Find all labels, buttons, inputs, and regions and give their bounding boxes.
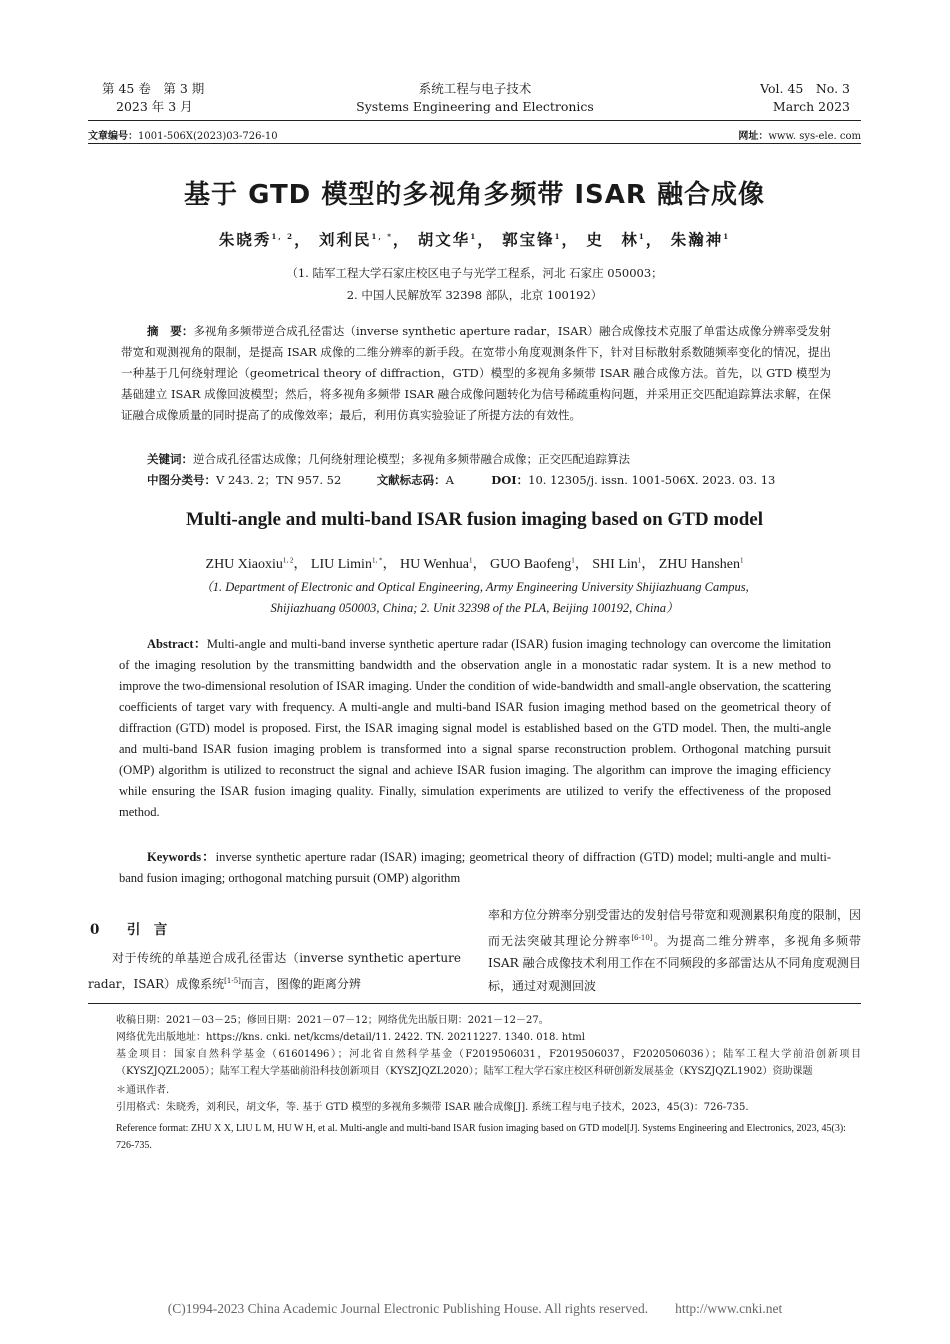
intro-right-column xyxy=(488,904,861,997)
author-cn: 朱瀚神$^1$ xyxy=(670,230,731,249)
affiliation-cn-line: （1. 陆军工程大学石家庄校区电子与光学工程系，河北 石家庄 050003； xyxy=(286,266,663,280)
volume-issue-en: Vol. 45 No. 3 xyxy=(760,81,850,96)
header-left xyxy=(102,80,302,116)
intro-left-column xyxy=(88,947,461,995)
website-label: 网址： xyxy=(738,131,769,142)
citation-ref: [6-10] xyxy=(631,933,653,942)
author-en: ZHU Xiaoxiu$^{1, 2}$ xyxy=(205,556,294,572)
author-cn: 刘利民$^{1, *}$ xyxy=(318,230,393,249)
doc-code-value: A xyxy=(445,473,454,487)
website xyxy=(600,127,861,142)
author-cn: 郭宝锋$^1$ xyxy=(502,230,562,249)
authors-en: ZHU Xiaoxiu$^{1, 2}$， LIU Limin$^{1, *}$， HU Wenhua$^1$， GUO Baofeng$^1$， SHI Lin$^1$， ZHU Hanshen$^1$ xyxy=(205,556,744,572)
author-cn: 史 林$^1$ xyxy=(586,230,646,249)
intro-text: 。为提高二维分辨率，多视角多频带 ISAR 融合成像技术利用工作在不同频段的多部雷达从不同角度观测目标，通过对观测回波 xyxy=(488,933,861,993)
author-en: ZHU Hanshen$^1$ xyxy=(658,556,744,572)
meta-rule xyxy=(88,143,861,144)
abstract-en-text: Multi-angle and multi-band inverse synthetic aperture radar (ISAR) fusion imaging technology can overcome the limitation of the imaging resolution by the transmitting bandwidth and the observation angle in a monostatic radar system. It is a new method to improve the two-dimensional resolution of ISAR imaging. Under the condition of wide-bandwidth and small-angle observation, the scattering coefficients of target vary with frequency. A multi-angle and multi-band ISAR fusion imaging method based on the geometrical theory of diffraction (GTD) model is proposed. First, the ISAR imaging signal model is established based on the GTD model. Then, the multi-angle and multi-band ISAR fusion imaging problem is transformed into a signal sparse reconstruction problem. Orthogonal matching pursuit (OMP) algorithm is utilized to reconstruct the signal and achieve ISAR fusion imaging. The algorithm can improve the imaging efficiency while ensuring the ISAR fusion imaging quality. Finally, simulation experiments are utilized to verify the effectiveness of the proposed method. xyxy=(119,637,832,819)
copyright-watermark: (C)1994-2023 China Academic Journal Electronic Publishing House. All rights reserved. http://www.cnki.net xyxy=(167,1301,783,1316)
authors-cn: 朱晓秀$^{1, 2}$， 刘利民$^{1, *}$， 胡文华$^1$， 郭宝锋$^1$， 史 林$^1$， 朱瀚神$^1$ xyxy=(218,230,731,249)
abstract-cn-label: 摘 要： xyxy=(147,324,194,338)
title-en: Multi-angle and multi-band ISAR fusion imaging based on GTD model xyxy=(186,509,763,530)
keywords-en-text: inverse synthetic aperture radar (ISAR) imaging; geometrical theory of diffraction (GTD) model; multi-angle and multi-band fusion imaging; orthogonal matching pursuit (OMP) algorithm xyxy=(119,850,831,885)
author-en: SHI Lin$^1$ xyxy=(592,556,642,572)
keywords-cn-label: 关键词： xyxy=(147,452,193,466)
section-number: 0 xyxy=(90,922,100,938)
footnotes xyxy=(88,1012,861,1154)
doc-code-label: 文献标志码： xyxy=(376,473,446,487)
intro-text: 而言，图像的距离分辨 xyxy=(240,976,361,991)
author-cn: 胡文华$^1$ xyxy=(417,230,478,249)
abstract-cn-text: 多视角多频带逆合成孔径雷达（inverse synthetic aperture radar，ISAR）融合成像技术克服了单雷达成像分辨率受发射带宽和观测视角的限制，是提高 ISAR 成像的二维分辨率的新手段。在宽带小角度观测条件下，针对目标散射系数随频率变化的情况，提出一种基于几何绕射理论（geometrical theory of diffraction，GTD）模型的多视角多频带 ISAR 融合成像方法。首先，以 GTD 模型为基础建立 ISAR 成像回波模型；然后，将多视角多频带 ISAR 融合成像问题转化为信号稀疏重构问题，并采用正交匹配追踪算法求解，在保证融合成像质量的同时提高了的成像效率；最后，利用仿真实验验证了所提方法的有效性。 xyxy=(121,324,831,422)
date-en: March 2023 xyxy=(772,99,850,114)
author-cn: 朱晓秀$^{1, 2}$ xyxy=(218,230,295,249)
keywords-en-label: Keywords： xyxy=(147,850,216,864)
abstract-en-label: Abstract： xyxy=(147,637,207,651)
intro-text: 对于传统的单基逆合成孔径雷达（inverse synthetic aperture radar，ISAR）成像系统 xyxy=(88,951,461,991)
keywords-en xyxy=(119,847,831,889)
author-en: GUO Baofeng$^1$ xyxy=(489,556,575,572)
title-cn: 基于 GTD 模型的多视角多频带 ISAR 融合成像 xyxy=(184,180,765,210)
abstract-cn xyxy=(121,321,831,426)
intro-text: 率和方位分辨率分别受雷达的发射信号带宽和观测累积角度的限制，因而无法突破其理论分辨率 xyxy=(488,908,861,948)
clc-label: 中图分类号： xyxy=(147,473,216,487)
journal-name-cn: 系统工程与电子技术 xyxy=(418,81,532,96)
affiliation-en xyxy=(88,577,861,619)
affiliation-cn xyxy=(88,262,861,306)
affiliation-en-line: Shijiazhuang 050003, China; 2. Unit 32398 of the PLA, Beijing 100192, China） xyxy=(270,601,679,615)
volume-issue-cn: 第 45 卷 第 3 期 xyxy=(102,81,205,96)
footnote-citation-cn: 引用格式：朱晓秀，刘利民，胡文华，等. 基于 GTD 模型的多视角多频带 ISAR 融合成像[J]. 系统工程与电子技术，2023，45(3)：726-735. xyxy=(116,1102,749,1113)
keywords-cn xyxy=(121,449,831,470)
date-cn: 2023 年 3 月 xyxy=(116,99,193,114)
footnote-online[interactable]: 网络优先出版地址：https://kns. cnki. net/kcms/detail/11. 2422. TN. 20211227. 1340. 018. html xyxy=(116,1032,585,1043)
website-url[interactable]: www. sys-ele. com xyxy=(768,131,861,142)
article-number-value: 1001-506X(2023)03-726-10 xyxy=(138,131,278,142)
doi-value[interactable]: 10. 12305/j. issn. 1001-506X. 2023. 03. 13 xyxy=(528,473,776,487)
article-number-label: 文章编号： xyxy=(88,131,138,142)
author-en: LIU Limin$^{1, *}$ xyxy=(310,556,383,572)
header-center xyxy=(325,80,625,116)
footnote-received: 收稿日期：2021－03－25；修回日期：2021－07－12；网络优先出版日期：2021－12－27。 xyxy=(116,1015,549,1026)
author-en: HU Wenhua$^1$ xyxy=(399,556,473,572)
article-number xyxy=(88,127,278,142)
header-rule xyxy=(88,120,861,121)
footnote-rule xyxy=(88,1003,861,1004)
footnote-fund: 基金项目：国家自然科学基金（61601496）；河北省自然科学基金（F2019506031，F2019506037，F2020506036）；陆军工程大学前沿创新项目（KYSZJQZL2005）；陆军工程大学基础前沿科技创新项目（KYSZJQZL2020）；陆军工程大学石家庄校区科研创新发展基金（KYSZJQZL1902）资助课题 xyxy=(116,1049,861,1077)
classification-line xyxy=(147,470,847,491)
doi-label: DOI： xyxy=(491,473,529,487)
affiliation-en-line: （1. Department of Electronic and Optical Engineering, Army Engineering University Shijiazhuang Campus, xyxy=(200,580,749,594)
clc-value: V 243. 2；TN 957. 52 xyxy=(216,473,342,487)
footnote-corresponding: ＊通讯作者. xyxy=(116,1085,170,1096)
keywords-cn-text: 逆合成孔径雷达成像；几何绕射理论模型；多视角多频带融合成像；正交匹配追踪算法 xyxy=(193,452,630,466)
citation-ref: [1-5] xyxy=(224,976,241,985)
affiliation-cn-line: 2. 中国人民解放军 32398 部队，北京 100192） xyxy=(346,288,603,302)
header-right xyxy=(650,80,850,116)
footnote-citation-en: Reference format: ZHU X X, LIU L M, HU W H, et al. Multi-angle and multi-band ISAR fusion imaging based on GTD model[J]. Systems Engineering and Electronics, 2023, 45(3): 726-735. xyxy=(116,1123,846,1151)
abstract-en xyxy=(119,634,831,823)
journal-name-en: Systems Engineering and Electronics xyxy=(356,99,594,114)
section-heading xyxy=(90,918,167,938)
section-title: 引 言 xyxy=(126,922,168,938)
